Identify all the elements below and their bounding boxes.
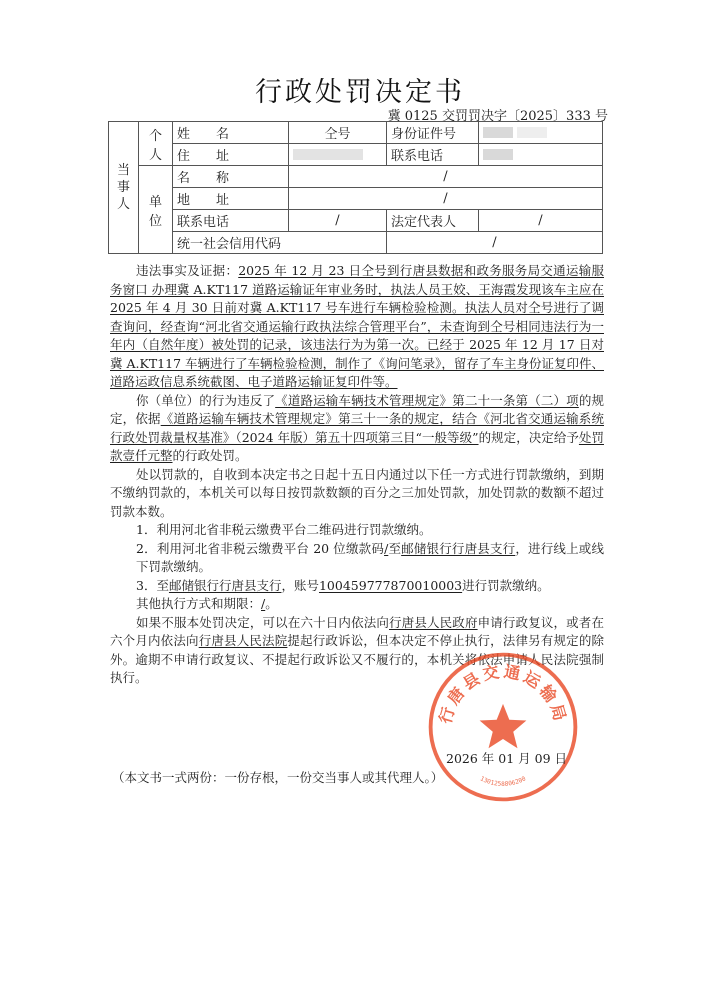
facts-paragraph: 违法事实及证据：2025 年 12 月 23 日仝号到行唐县数据和政务服务局交通运输服务窗口 办理冀 A.KT117 道路运输证年审业务时，执法人员王姣、王海霞发现该车主应在 2025 年 4 月 30 日前对冀 A.KT117 号车进行车辆检验检测。执法人员对仝号进行了调查询问，经查询“河北省交通运输行政执法综合管理平台”，未查询到仝号相同违法行为一年内（自然年度）被处罚的记录，该违法行为为第一次。已经于 2025 年 12 月 17 日对冀 A.KT117 车辆进行了车辆检验检测，制作了《询问笔录》，留存了车主身份证复印件、道路运政信息系统截图、电子道路运输证复印件等。 [110, 263, 604, 389]
id-value-redacted [479, 122, 603, 144]
seal-star-icon [480, 704, 527, 748]
official-seal [426, 650, 580, 804]
payment-method-3: 3．至邮储银行行唐县支行，账号100459777870010003进行罚款缴纳。 [136, 577, 550, 593]
address-value-redacted [289, 144, 387, 166]
facts-text: 2025 年 12 月 23 日仝号到行唐县数据和政务服务局交通运输服务窗口 办理冀 A.KT117 道路运输证年审业务时，执法人员王姣、王海霞发现该车主应在 2025 年 4 月 30 日前对冀 A.KT117 号车进行车辆检验检测。执法人员对仝号进行了调查询问，经查询“河北省交通运输行政执法综合管理平台”，未查询到仝号相同违法行为一年内（自然年度）被处罚的记录，该违法行为为第一次。已经于 2025 年 12 月 17 日对冀 A.KT117 车辆进行了车辆检验检测，制作了《询问笔录》，留存了车主身份证复印件、道路运政信息系统截图、电子道路运输证复印件等。 [110, 263, 604, 389]
appeal-paragraph: 如果不服本处罚决定，可以在六十日内依法向行唐县人民政府申请行政复议，或者在六个月内依法向行唐县人民法院提起行政诉讼，但本决定不停止执行，法律另有规定的除外。逾期不申请行政复议、不提起行政诉讼又不履行的，本机关将依法申请人民法院强制执行。 [110, 614, 604, 685]
legal-rep-value: / [479, 210, 603, 232]
name-value: 仝号 [289, 122, 387, 144]
unit-name-value: / [289, 166, 603, 188]
issue-date: 2026 年 01 月 09 日 [446, 751, 567, 766]
id-label: 身份证件号 [387, 122, 479, 144]
unit-label: 单位 [139, 166, 173, 254]
phone-value-redacted [479, 144, 603, 166]
credit-code-label: 统一社会信用代码 [173, 232, 387, 254]
credit-code-value: / [387, 232, 603, 254]
bank-account: 100459777870010003 [318, 577, 463, 593]
payment-method-1: 1．利用河北省非税云缴费平台二维码进行罚款缴纳。 [136, 522, 432, 537]
unit-name-label: 名 称 [173, 166, 289, 188]
legal-rep-label: 法定代表人 [387, 210, 479, 232]
svg-text:1301258806200 [479, 775, 528, 788]
unit-address-label: 地 址 [173, 188, 289, 210]
copies-note: （本文书一式两份：一份存根，一份交当事人或其代理人。） [112, 770, 444, 785]
person-label: 个人 [139, 122, 173, 166]
address-label: 住 址 [173, 144, 289, 166]
party-info-table [108, 121, 603, 254]
penalty-amount: 处罚款壹仟元整 [110, 429, 604, 463]
other-execution: 其他执行方式和期限：/。 [136, 596, 278, 611]
payment-method-2: 2．利用河北省非税云缴费平台 20 位缴款码/至邮储银行行唐县支行，进行线上或线下罚款缴纳。 [136, 540, 604, 574]
document-number: 冀 0125 交罚罚决字〔2025〕333 号 [387, 109, 608, 124]
seal-text: 行唐县交通运输局 [435, 661, 571, 726]
party-label: 当事人 [109, 122, 139, 254]
unit-address-value: / [289, 188, 603, 210]
unit-phone-label: 联系电话 [173, 210, 289, 232]
payment-intro: 处以罚款的，自收到本决定书之日起十五日内通过以下任一方式进行罚款缴纳，到期不缴纳罚款的，本机关可以每日按罚款数额的百分之三加处罚款，加处罚款的数额不超过罚款本数。 [110, 466, 604, 519]
unit-phone-value: / [289, 210, 387, 232]
document-title: 行政处罚决定书 [255, 77, 465, 108]
document-body [110, 262, 604, 688]
name-label: 姓 名 [173, 122, 289, 144]
decision-paragraph: 你（单位）的行为违反了《道路运输车辆技术管理规定》第二十一条第（二）项的规定，依据《道路运输车辆技术管理规定》第三十一条的规定，结合《河北省交通运输系统行政处罚裁量权基准》（2024 年版）第五十四项第三目“一般等级”的规定，决定给予处罚款壹仟元整的行政处罚。 [110, 392, 604, 463]
phone-label: 联系电话 [387, 144, 479, 166]
seal-code: 1301258806200 [478, 775, 528, 788]
